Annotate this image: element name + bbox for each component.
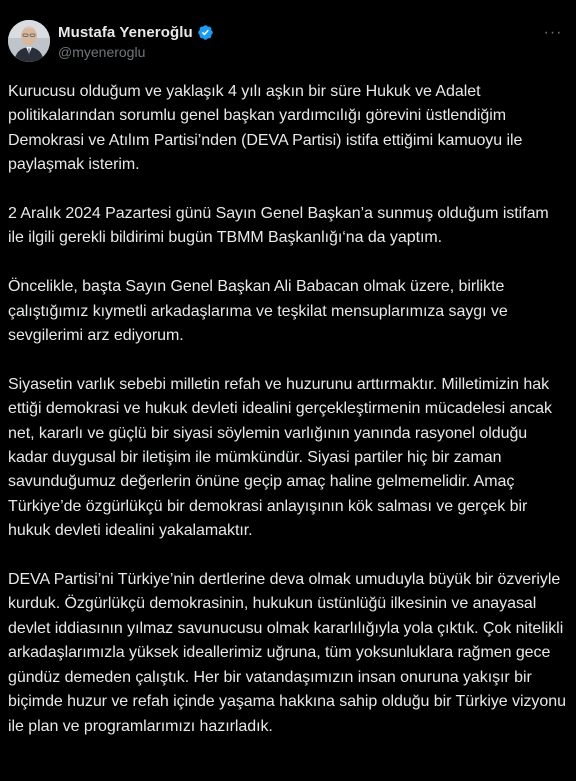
avatar[interactable]	[8, 20, 50, 62]
tweet-paragraph: 2 Aralık 2024 Pazartesi günü Sayın Genel Başkan’a sunmuş olduğum istifam ile ilgili gerekli bildirimi bugün TBMM Başkanlığı‘na da yaptım.	[8, 205, 549, 247]
tweet-paragraph: Öncelikle, başta Sayın Genel Başkan Ali Babacan olmak üzere, birlikte çalıştığımız kıymetli arkadaşlarıma ve teşkilat mensuplarımıza saygı ve sevgilerimi arz ediyorum.	[8, 278, 508, 345]
tweet-paragraph: DEVA Partisi’ni Türkiye’nin dertlerine deva olmak umuduyla büyük bir özveriyle kurduk. Özgürlükçü demokrasinin, hukukun üstünlüğü ilkesinin ve anayasal devlet iddiasının yılmaz savunucusu olmak kararlılığıyla yola çıktık. Çok nitelikli arkadaşlarımızla yüksek ideallerimiz uğruna, tüm yoksunluklara rağmen gece gündüz demeden çalıştık. Her bir vatandaşımızın insan onuruna yakışır bir biçimde huzur ve refah içinde yaşama hakkına sahip olduğu bir Türkiye vizyonu ile plan ve programlarımızı hazırladık.	[8, 571, 566, 735]
author-handle[interactable]: @myeneroglu	[58, 44, 146, 60]
author-display-name[interactable]: Mustafa Yeneroğlu	[58, 23, 193, 41]
avatar-image	[8, 20, 50, 62]
tweet-header	[8, 20, 568, 64]
tweet-paragraph: Siyasetin varlık sebebi milletin refah ve huzurunu arttırmaktır. Milletimizin hak ettiği demokrasi ve hukuk devleti idealini gerçekleştirmenin mücadelesi ancak net, kararlı ve güçlü bir siyasi söylemin varlığının yanında rasyonel olduğu kadar duygusal bir iletişim ile mümkündür. Siyasi partiler hiç bir zaman savunduğumuz değerlerin önüne geçip amaç haline gelmemelidir. Amaç Türkiye’de özgürlükçü bir demokrasi anlayışının kök salması ve gerçek bir hukuk devleti idealini yakalamaktır.	[8, 375, 552, 540]
verified-badge-icon[interactable]	[197, 24, 214, 41]
author-info	[58, 22, 214, 60]
more-options-icon[interactable]: ···	[543, 24, 563, 41]
tweet-text	[8, 80, 568, 739]
name-row	[58, 22, 214, 42]
tweet-paragraph: Kurucusu olduğum ve yaklaşık 4 yılı aşkın bir süre Hukuk ve Adalet politikalarından sorumlu genel başkan yardımcılığı görevini üstlendiğim Demokrasi ve Atılım Partisi’nden (DEVA Partisi) istifa ettiğimi kamuoyu ile paylaşmak isterim.	[8, 83, 523, 174]
